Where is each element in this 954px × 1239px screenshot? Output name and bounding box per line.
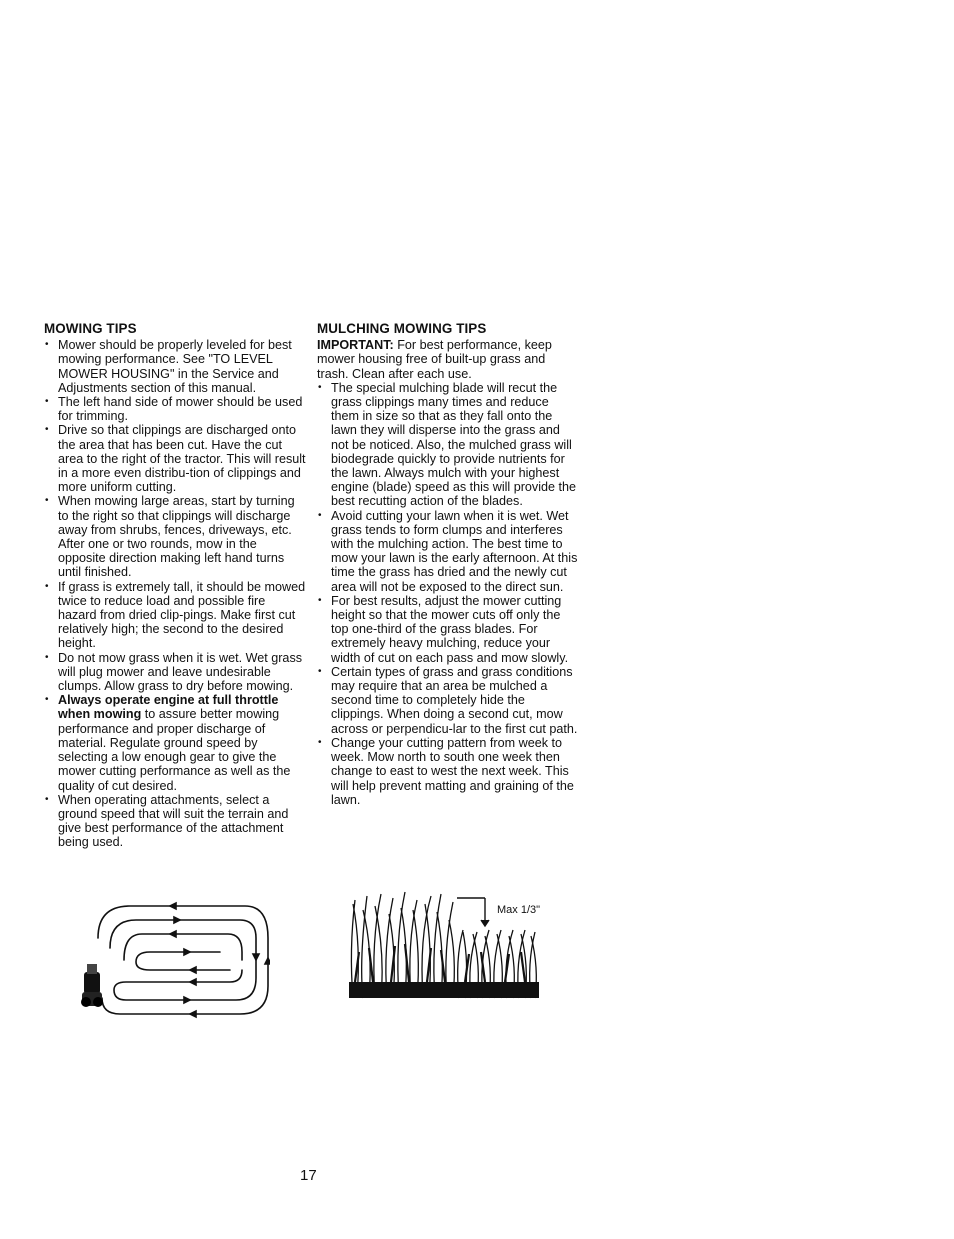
mulching-tips-heading: MULCHING MOWING TIPS	[317, 321, 487, 336]
list-item: • When mowing large areas, start by turning to the right so that clippings will discharge away from shrubs, fences, driveways, etc. After one or two rounds, mow in the opposite direction making left hand turns until finished.	[44, 494, 306, 579]
mulching-tips-section	[317, 322, 579, 807]
list-item: • If grass is extremely tall, it should be mowed twice to reduce load and possible fire hazard from dried clip-pings. Make first cut relatively high; the second to the desired height.	[44, 580, 306, 651]
mowing-pattern-figure	[80, 898, 270, 1023]
list-item: • When operating attachments, select a ground speed that will suit the terrain and give best performance of the attachment being used.	[44, 793, 306, 850]
mowing-pattern-drawing	[80, 898, 270, 1023]
list-item: • Do not mow grass when it is wet. Wet grass will plug mower and leave undesirable clumps. Allow grass to dry before mowing.	[44, 651, 306, 694]
important-label: IMPORTANT:	[317, 338, 394, 353]
cut-height-marker	[457, 898, 489, 926]
list-item: • Mower should be properly leveled for best mowing performance. See "TO LEVEL MOWER HOUSING" in the Service and Adjustments section of this manual.	[44, 338, 306, 395]
list-item: • The left hand side of mower should be used for trimming.	[44, 395, 306, 423]
max-cut-label: Max 1/3"	[497, 904, 541, 916]
grass-illustration	[345, 890, 575, 1005]
grass-cut-height-figure	[345, 890, 575, 1005]
important-note: IMPORTANT: For best performance, keep mower housing free of built-up grass and trash. Clean after each use.	[317, 338, 552, 381]
list-item: • For best results, adjust the mower cutting height so that the mower cuts off only the top one-third of the grass blades. For extremely heavy mulching, reduce your width of cut on each pass and mow slowly.	[317, 594, 579, 665]
mulching-tips-list	[317, 381, 579, 807]
list-item: • Drive so that clippings are discharged onto the area that has been cut. Have the cut area to the right of the tractor. This will result in a more even distribu-tion of clippings and more uniform cutting.	[44, 423, 306, 494]
list-item: • The special mulching blade will recut the grass clippings many times and reduce them in size so that as they fall onto the lawn they will disperse into the grass and not be noticed. Also, the mulched grass will biodegrade quickly to provide nutrients for the lawn. Always mulch with your highest engine (blade) speed as this will provide the best recutting action of the blades.	[317, 381, 579, 509]
mowing-tips-heading: MOWING TIPS	[44, 321, 137, 336]
full-throttle-emphasis: Always operate engine at full throttle when mowing	[58, 693, 279, 722]
tractor-icon	[81, 964, 103, 1007]
list-item: • Always operate engine at full throttle when mowing to assure better mowing performance and proper discharge of material. Regulate ground speed by selecting a low enough gear to give the mower cutting performance as well as the quality of cut desired.	[44, 693, 306, 792]
list-item: • Change your cutting pattern from week to week. Mow north to south one week then change to east to west the next week. This will help prevent matting and graining of the lawn.	[317, 736, 579, 807]
list-item: • Certain types of grass and grass conditions may require that an area be mulched a second time to completely hide the clippings. When doing a second cut, mow across or perpendicu-lar to the first cut path.	[317, 665, 579, 736]
list-item: • Avoid cutting your lawn when it is wet. Wet grass tends to form clumps and interferes with the mulching action. The best time to mow your lawn is the early afternoon. At this time the grass has dried and the newly cut area will not be exposed to the direct sun.	[317, 509, 579, 594]
mowing-tips-section	[44, 322, 306, 850]
mowing-tips-list	[44, 338, 306, 849]
page-number: 17	[300, 1167, 317, 1184]
